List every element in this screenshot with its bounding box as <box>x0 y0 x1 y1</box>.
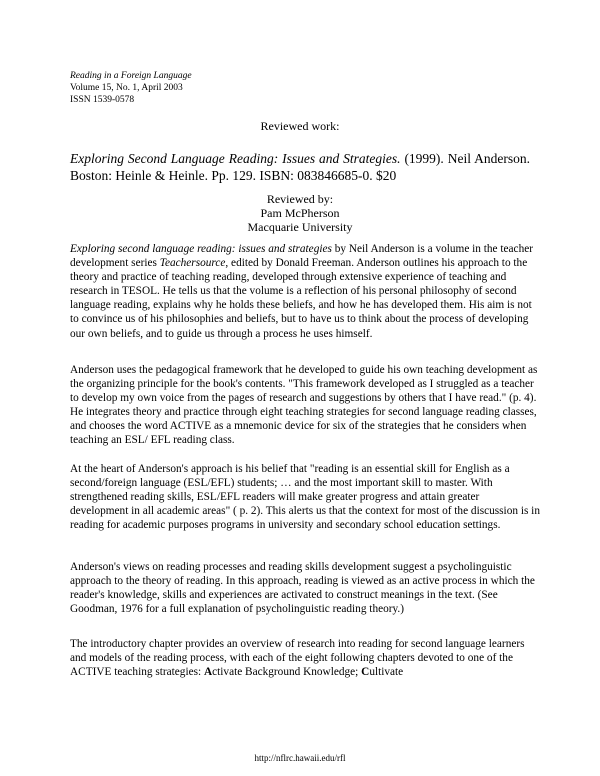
paragraph-2 <box>70 363 540 448</box>
book-title: Exploring second language reading: issues and strategies <box>70 243 332 255</box>
paragraph-1 <box>70 242 540 341</box>
paragraph-3 <box>70 462 540 532</box>
series-name: Teachersource <box>159 257 226 270</box>
p2-text: Anderson uses the pedagogical framework that he developed to guide his own teaching development as the organizing principle for the book's contents. "This framework developed as I struggled as a teacher to develop my own voice from the pages of research and suggestions by others that I have read." (p. 4). He integrates theory and practice through eight teaching strategies for second language reading classes, and chooses the word ACTIVE as a mnemonic device for six of the strategies that he considers when teaching an ESL/ EFL reading class. <box>70 364 538 447</box>
footer-url: http://nflrc.hawaii.edu/rfl <box>254 753 346 763</box>
reviewer-label: Reviewed by: <box>266 192 334 206</box>
p5-text-b: ctivate Background Knowledge; <box>212 666 362 679</box>
reviewed-work-label: Reviewed work: <box>260 119 340 133</box>
citation-details: (1999). Neil Anderson. Boston: Heinle & Heinle. Pp. 129. ISBN: 083846685-0. $20 <box>70 151 530 183</box>
citation <box>70 150 530 184</box>
p5-letter-c: C <box>361 666 370 679</box>
journal-issn: ISSN 1539-0578 <box>70 95 135 105</box>
journal-name: Reading in a Foreign Language <box>70 71 192 81</box>
reviewer-name: Pam McPherson <box>260 206 340 220</box>
p1-text-a: by Neil Anderson is a volume in the teacher development series <box>70 243 533 270</box>
paragraph-5 <box>70 637 540 679</box>
p1-text-b: , edited by Donald Freeman. Anderson outlines his approach to the theory and practice of teaching reading, developed through extensive experience of teaching and research in TESOL. He tells us that the volume is a reflection of his personal philosophy of second language reading, explains why he holds these beliefs, and how he has developed them. His aim is not to convince us of his philosophies and beliefs, but to have us to think about the process of developing our own beliefs, and to guide us through a process he uses himself. <box>70 257 532 340</box>
p5-text-a: The introductory chapter provides an overview of research into reading for second language learners and models of the reading process, with each of the eight following chapters devoted to one of the ACTIVE teaching strategies: <box>70 638 525 679</box>
p5-letter-a: A <box>203 666 213 679</box>
p4-text: Anderson's views on reading processes and reading skills development suggest a psycholinguistic approach to the theory of reading. In this approach, reading is viewed as an active process in which the reader's knowledge, skills and experiences are activated to construct meanings in the text. (See Goodman, 1976 for a full explanation of psycholinguistic reading theory.) <box>70 561 535 616</box>
journal-header <box>70 70 192 106</box>
citation-title: Exploring Second Language Reading: Issues and Strategies. <box>70 151 401 166</box>
journal-volume: Volume 15, No. 1, April 2003 <box>70 83 183 93</box>
reviewer-affiliation: Macquarie University <box>247 220 353 234</box>
reviewer-block <box>70 192 530 234</box>
paragraph-4 <box>70 560 540 616</box>
p3-text: At the heart of Anderson's approach is his belief that "reading is an essential skill for English as a second/foreign language (ESL/EFL) students; … and the most important skill to master. With strengthened reading skills, ESL/EFL readers will make greater progress and attain greater development in all academic areas" ( p. 2). This alerts us that the context for most of the discussion is in reading for academic purposes programs in university and secondary school education settings. <box>70 463 540 532</box>
p5-text-c: ultivate <box>369 666 404 679</box>
